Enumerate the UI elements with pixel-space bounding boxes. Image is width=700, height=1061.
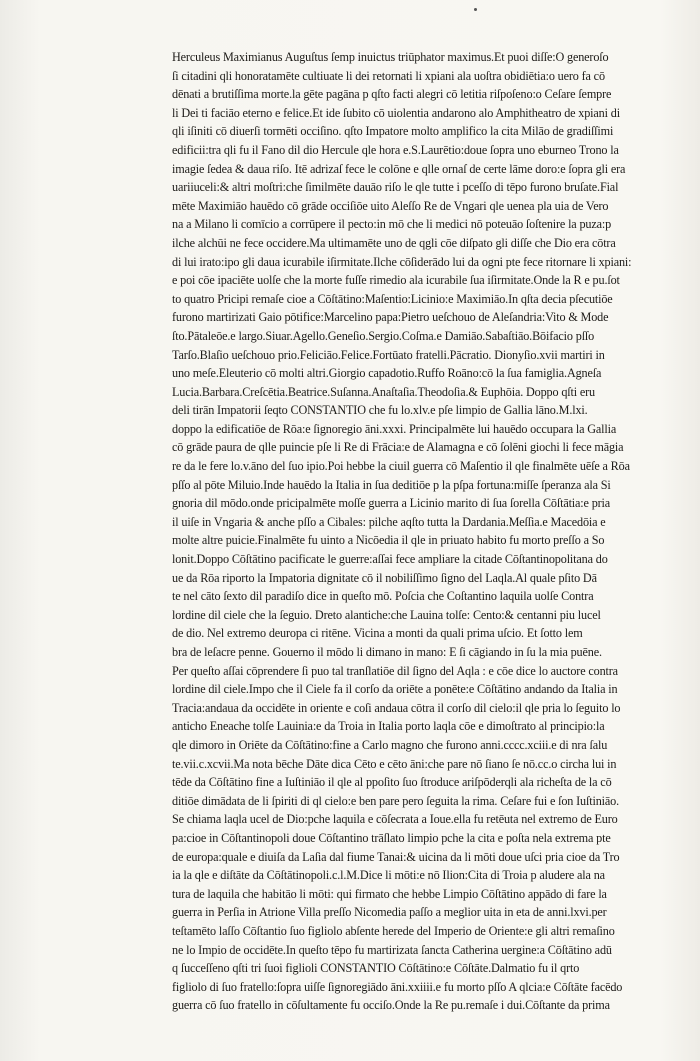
text-line: teſtamēto laſſo Cōſtantio ſuo figliolo abſente herede del Imperio de Oriente:e gli altri remaſino <box>172 923 615 938</box>
text-line: Herculeus Maximianus Auguſtus ſemp inuictus triūphator maximus.Et puoi diſſe:O generoſo <box>172 50 609 64</box>
text-line: uno meſe.Eleuterio cō molti altri.Giorgio capadotio.Ruffo Roāno:cō la ſua famiglia.Agneſa <box>172 366 602 381</box>
text-line: re da le fere lo.v.āno del ſuo ipio.Poi hebbe la ciuil guerra cō Maſentio il qle finalmēte uēſe a Rōa <box>172 459 630 474</box>
text-line: te.vii.c.xcvii.Ma nota bēche Dāte dica Cēto e cēto āni:che pare nō ſiano ſe nō.cc.o circha lui in <box>172 756 617 771</box>
text-line: tēde da Cōſtātino fine a Iuſtiniāo il qle al ppoſito ſuo ſtroduce ariſpōderqli ala richeſta de la cō <box>172 775 612 790</box>
text-line: gnoria dil mōdo.onde pricipalmēte moſſe guerra a Licinio marito di ſua ſorella Cōſtātia:e pria <box>172 496 611 511</box>
text-line: cō grāde paura de qlle puincie pſe li Re di Frācia:e de Alamagna e cō ſolēni giochi li fece māgia <box>172 440 624 455</box>
text-line: ſi citadini qli honoratamēte cultiuate li dei retornati li xpiani ala uoſtra obidiētia:o uero fa cō <box>172 68 605 83</box>
text-line: lonit.Doppo Cōſtātino pacificate le guerre:aſſai fece ampliare la citade Cōſtantinopolitana do <box>172 552 608 567</box>
text-line: mēte Maximiāo hauēdo cō grāde occiſiōe uito Aleſſo Re de Vngari qle uenea pla uia de Vero <box>172 198 609 213</box>
text-line: dēnati a brutiſſima morte.la gēte pagāna p qſto facti alegri cō letitia riſpoſeno:o Ceſare ſempre <box>172 87 612 102</box>
text-line: e poi cōe ipaciēte uolſe che la morte fuſſe rimedio ala icurabile ſua iſirmitate.Onde la R e pu.ſot <box>172 273 620 288</box>
text-column <box>172 48 662 1015</box>
text-line: de dio. Nel extremo deuropa ci ritēne. Vicina a monti da quali prima uſcio. Et ſotto lem <box>172 626 583 641</box>
text-line: edificii:tra qli fu il Fano dil dio Hercule qle hora e.S.Laurētio:doue ſopra uno eburneo Trono la <box>172 142 619 157</box>
text-line: de europa:quale e diuiſa da Laſia dal fiume Tanai:& uicina da li mōti doue uſci pria cioe da Tro <box>172 849 620 864</box>
text-line: qle dimoro in Oriēte da Cōſtātino:fine a Carlo magno che furono anni.cccc.xciii.e di nra ſalu <box>172 737 608 752</box>
text-line: ſto.Pātaleōe.e largo.Siuar.Agello.Geneſio.Sergio.Coſma.e Damiāo.Sabaſtiāo.Bōifacio pſſo <box>172 328 595 343</box>
text-line: il uiſe in Vngaria & anche pſſo a Cibales: pilche aqſto tutta la Dardania.Meſſia.e Macedōia e <box>172 514 606 529</box>
text-line: to quatro Pricipi remaſe cioe a Cōſtātino:Maſentio:Licinio:e Maximiāo.In qſta decia pſecutiōe <box>172 291 613 306</box>
text-line: tura de laquila che habitāo li mōti: qui firmato che hebbe Limpio Cōſtātino appādo di fare la <box>172 886 607 901</box>
text-line: li Dei ti faciāo eterno e felice.Et ide ſubito cō uiolentia andarono alo Amphitheatro de xpiani di <box>172 105 620 120</box>
text-line: ilche alchūi ne fece occidere.Ma ultimamēte uno de qgli cōe diſpato gli diſſe che Dio era cōtra <box>172 235 616 250</box>
text-line: guerra in Perſia in Atrione Villa preſſo Nicomedia paſſo a meglior uita in eta de anni.lxvi.per <box>172 905 607 920</box>
text-line: ditiōe dimādata de li ſpiriti di ql cielo:e ben pare pero ſeguita la rima. Ceſare fui e ſon Iuſtiniāo. <box>172 793 619 808</box>
text-line: Se chiama laqla ucel de Dio:pche laquila e cōſecrata a Ioue.ella fu retēuta nel extremo de Euro <box>172 812 618 827</box>
text-line: doppo la edificatiōe de Rōa:e ſignoregio āni.xxxi. Principalmēte lui hauēdo occupara la Gallia <box>172 421 617 436</box>
text-line: pa:cioe in Cōſtantinopoli doue Cōſtantino trāſlato limpio pche la cita e poſta nela extrema pte <box>172 830 611 845</box>
text-line: Tarſo.Blaſio ueſchouo prio.Feliciāo.Felice.Fortūato fratelli.Pācratio. Dionyſio.xvii martiri in <box>172 347 605 362</box>
text-line: ia la qle e diſtāte da Cōſtātinopoli.c.l.M.Dice li mōti:e nō Ilion:Cita di Troia p aludere ala na <box>172 868 605 883</box>
text-line: di lui irato:ipo gli daua icurabile iſirmitate.Ilche cōſiderādo lui da ogni pte fece ritornare li xpiani: <box>172 254 632 269</box>
text-line: Lucia.Barbara.Creſcētia.Beatrice.Suſanna.Anaſtaſia.Theodoſia.& Euphōia. Doppo qſti eru <box>172 384 595 399</box>
text-line: pſſo al pōte Miluio.Inde hauēdo la Italia in ſua deditiōe p la pſpa fortuna:miſſe ſperanza ala Si <box>172 477 611 492</box>
ink-speck <box>474 8 477 11</box>
text-line: deli tirān Impatorii ſeqto CONSTANTIO che fu lo.xlv.e pſe limpio de Gallia lāno.M.lxi. <box>172 403 588 418</box>
text-line: q ſucceſſeno qſti tri ſuoi figlioli CONSTANTIO Cōſtātino:e Cōſtāte.Dalmatio fu il qrto <box>172 961 580 976</box>
text-line: Tracia:andaua da occidēte in oriente e coſi andaua cōtra il corſo dil cielo:il qle pria lo ſeguito lo <box>172 700 621 715</box>
text-line: Per queſto aſſai cōprendere ſi puo tal tranſlatiōe dil ſigno del Aqla : e cōe dice lo auctore contra <box>172 663 618 678</box>
text-line: figliolo di ſuo fratello:ſopra uiſſe ſignoregiādo āni.xxiiii.e fu morto pſſo A qlcia:e Cōſtāte facēdo <box>172 979 623 994</box>
text-line: uariiuceli:& altri moſtri:che ſimilmēte dauāo riſo le qle tutte i pceſſo di tēpo furono bruſate.Fial <box>172 180 619 195</box>
text-line: na a Milano li comīcio a corrūpere il pecto:in mō che li medici nō poteuāo ſoſtenire la puza:p <box>172 217 612 232</box>
text-line: lordine dil ciele che la ſeguio. Dreto alantiche:che Lauina tolſe: Cento:& centanni piu lucel <box>172 607 601 622</box>
text-line: bra de leſacre penne. Gouerno il mōdo li dimano in mano: E ſi cāgiando in ſu la mia puēne. <box>172 645 602 659</box>
text-line: guerra cō ſuo fratello in cōſultamente fu occiſo.Onde la Re pu.remaſe i dui.Cōſtante da prima <box>172 998 610 1013</box>
text-line: lordine dil ciele.Impo che il Ciele fa il corſo da oriēte a ponēte:e Cōſtātino andando da Italia in <box>172 682 618 697</box>
text-line: anticho Eneache tolſe Lauinia:e da Troia in Italia porto laqla cōe e dimoſtrato al principio:la <box>172 719 605 734</box>
text-line: ue da Rōa riporto la Impatoria dignitate cō il nobiliſſimo ſigno del Laqla.Al quale pſito Dā <box>172 570 597 585</box>
text-line: imagie ſedea & daua riſo. Itē adrizaſ fece le colōne e qlle ornaſ de certe lāme doro:e ſopra gli era <box>172 161 626 176</box>
text-line: furono martirizati Gaio pōtifice:Marcelino papa:Pietro ueſchouo de Aleſandria:Vito & Mode <box>172 310 609 325</box>
text-line: te nel cāto ſexto dil paradiſo dice in queſto mō. Poſcia che Coſtantino laquila uolſe Contra <box>172 589 594 604</box>
text-line: molte altre puicie.Finalmēte fu uinto a Nicōedia il qle in priuato habito fu morto preſſo a So <box>172 533 605 548</box>
text-line: qli iſiniti cō diuerſi tormēti occiſino. qſto Impatore molto amplifico la cita Milāo de gradiſſimi <box>172 124 614 139</box>
text-line: ne lo Impio de occidēte.In queſto tēpo fu martirizata ſancta Catherina uergine:a Cōſtātino adū <box>172 942 612 957</box>
